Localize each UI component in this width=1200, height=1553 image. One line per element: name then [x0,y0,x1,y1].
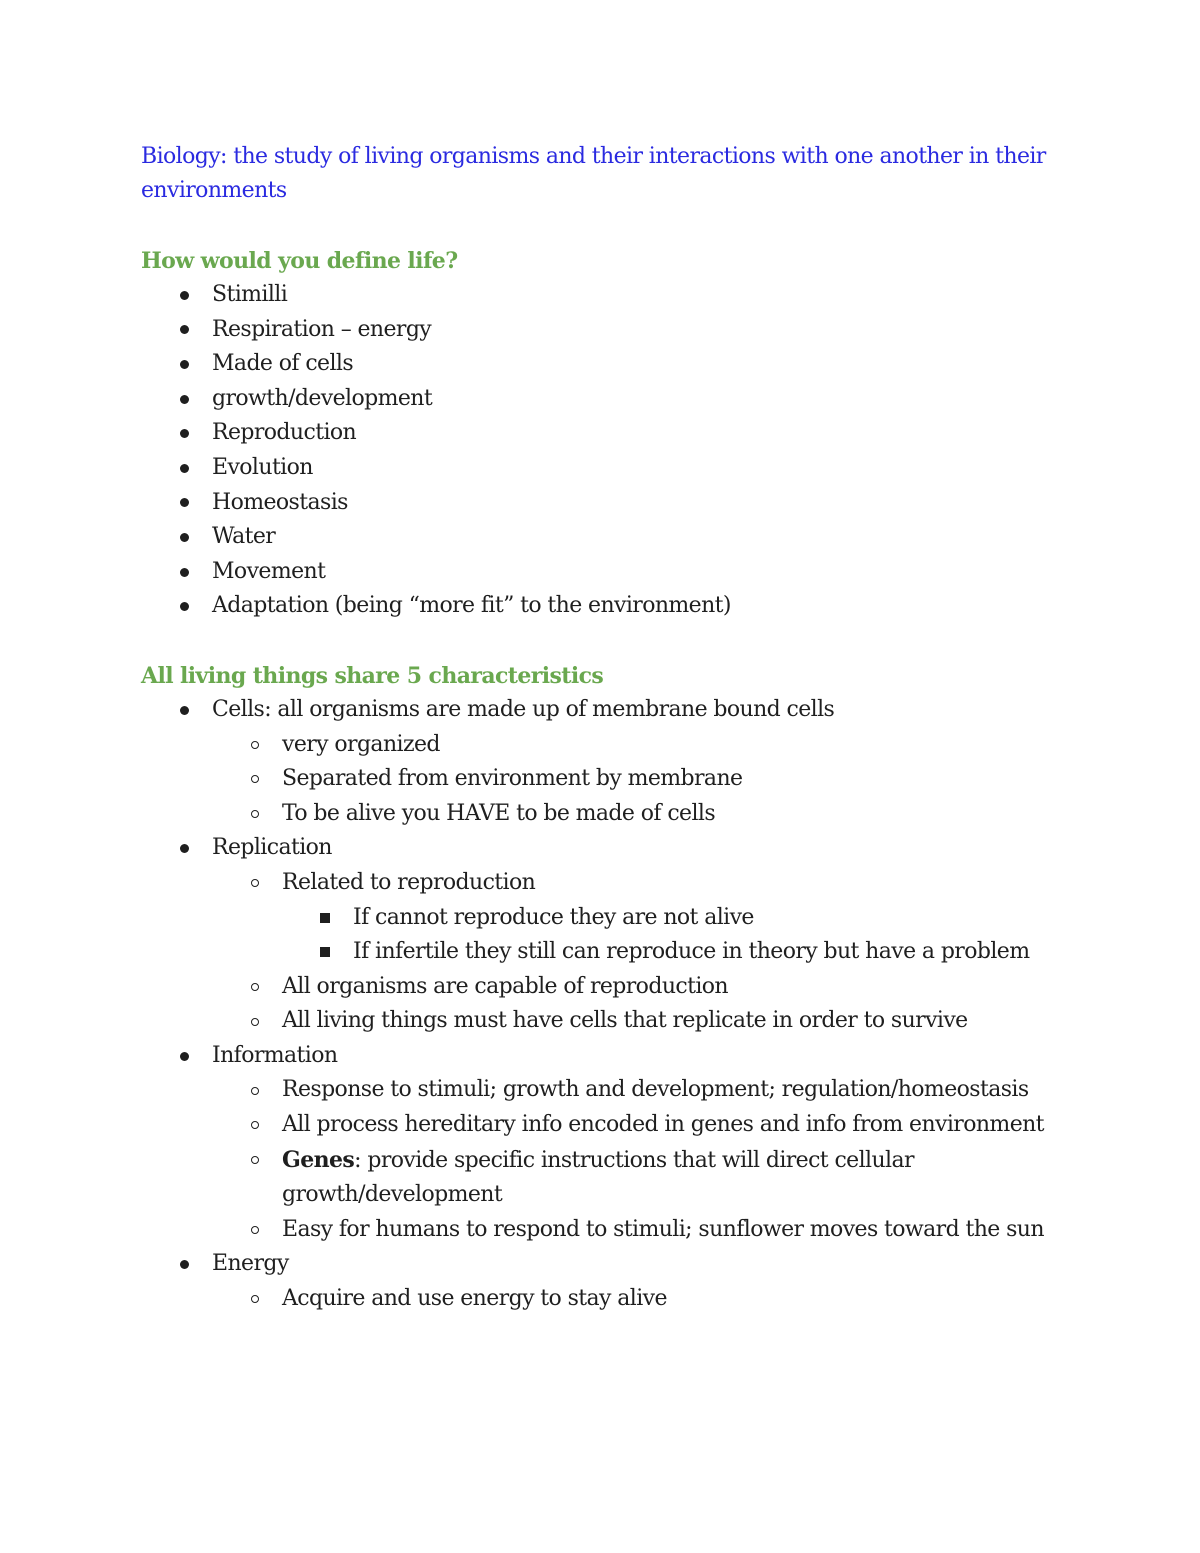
list-item: Separated from environment by membrane [141,762,1071,797]
list-item: Adaptation (being “more fit” to the environment) [141,589,1071,624]
heading-define-life: How would you define life? [141,248,458,274]
circle-bullet-icon [248,762,262,797]
list-item: If cannot reproduce they are not alive [141,901,1071,936]
list-item: Reproduction [141,416,1071,451]
bullet-icon [177,347,191,382]
circle-bullet-icon [248,728,262,763]
bullet-icon [177,555,191,590]
list-item-cells: Cells: all organisms are made up of membrane bound cells [141,693,1071,728]
circle-bullet-icon [248,1282,262,1317]
list-item: Easy for humans to respond to stimuli; sunflower moves toward the sun [141,1213,1071,1248]
bullet-icon [177,520,191,555]
list-item: If infertile they still can reproduce in theory but have a problem [141,935,1071,970]
list-item-information: Information [141,1039,1071,1074]
circle-bullet-icon [248,1143,262,1178]
bullet-icon [177,1247,191,1282]
list-item: Made of cells [141,347,1071,382]
circle-bullet-icon [248,797,262,832]
list-item: Acquire and use energy to stay alive [141,1282,1071,1317]
document-content [141,140,1071,1317]
bullet-icon [177,416,191,451]
list-item-energy: Energy [141,1247,1071,1282]
characteristics-list [141,693,1071,1317]
bullet-icon [177,382,191,417]
term-genes: Genes [282,1146,355,1173]
list-item: Related to reproduction [141,866,1071,901]
circle-bullet-icon [248,1108,262,1143]
square-bullet-icon [318,935,332,970]
circle-bullet-icon [248,1073,262,1108]
biology-definition: Biology: the study of living organisms and their interactions with one another in their environments [141,144,1046,203]
list-item: All living things must have cells that replicate in order to survive [141,1004,1071,1039]
circle-bullet-icon [248,1004,262,1039]
list-item: Homeostasis [141,486,1071,521]
bullet-icon [177,451,191,486]
list-item: Genes: provide specific instructions that will direct cellular growth/development [141,1143,1071,1213]
list-item: Water [141,520,1071,555]
list-item: Evolution [141,451,1071,486]
circle-bullet-icon [248,970,262,1005]
circle-bullet-icon [248,866,262,901]
list-item: All process hereditary info encoded in genes and info from environment [141,1108,1071,1143]
bullet-icon [177,1039,191,1074]
define-life-list [141,278,1071,624]
bullet-icon [177,313,191,348]
bullet-icon [177,693,191,728]
square-bullet-icon [318,901,332,936]
heading-five-characteristics: All living things share 5 characteristics [141,662,604,689]
circle-bullet-icon [248,1213,262,1248]
bullet-icon [177,486,191,521]
list-item: Respiration – energy [141,313,1071,348]
bullet-icon [177,831,191,866]
list-item: very organized [141,728,1071,763]
bullet-icon [177,589,191,624]
list-item: growth/development [141,382,1071,417]
list-item: To be alive you HAVE to be made of cells [141,797,1071,832]
list-item-replication: Replication [141,831,1071,866]
list-item: Stimilli [141,278,1071,313]
bullet-icon [177,278,191,313]
list-item: Movement [141,555,1071,590]
list-item: Response to stimuli; growth and development; regulation/homeostasis [141,1073,1071,1108]
list-item: All organisms are capable of reproduction [141,970,1071,1005]
